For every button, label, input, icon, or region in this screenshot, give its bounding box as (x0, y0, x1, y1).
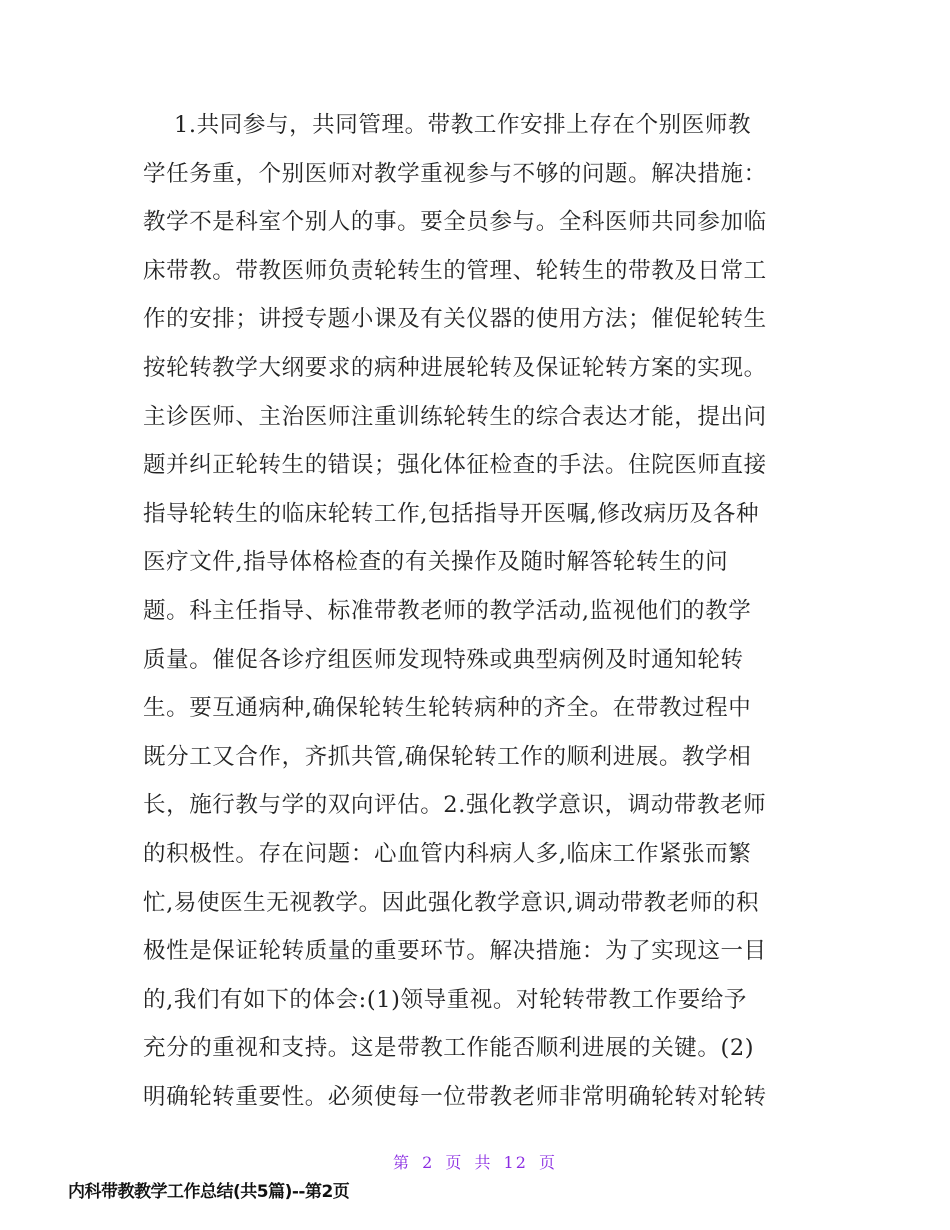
body-text (143, 101, 823, 1121)
text-line: 长，施行教与学的双向评估。2.强化教学意识，调动带教老师 (143, 792, 767, 819)
text-line: 学任务重，个别医师对教学重视参与不够的问题。解决措施： (143, 160, 767, 187)
text-line: 教学不是科室个别人的事。要全员参与。全科医师共同参加临 (143, 209, 767, 236)
text-line: 指导轮转生的临床轮转工作,包括指导开医嘱,修改病历及各种 (143, 500, 760, 527)
page-number: 第 2 页 共 12 页 (393, 1153, 557, 1172)
text-line: 1.共同参与，共同管理。带教工作安排上存在个别医师教 (143, 112, 752, 138)
text-line: 主诊医师、主治医师注重训练轮转生的综合表达才能，提出问 (143, 403, 767, 430)
text-line: 生。要互通病种,确保轮转生轮转病种的齐全。在带教过程中 (143, 695, 752, 722)
text-line: 作的安排；讲授专题小课及有关仪器的使用方法；催促轮转生 (143, 306, 767, 333)
text-line: 充分的重视和支持。这是带教工作能否顺利进展的关键。(2) (143, 1035, 755, 1062)
text-line: 的积极性。存在问题：心血管内科病人多,临床工作紧张而繁 (143, 840, 752, 867)
text-line: 质量。催促各诊疗组医师发现特殊或典型病例及时通知轮转 (143, 646, 744, 673)
text-line: 题并纠正轮转生的错误；强化体征检查的手法。住院医师直接 (143, 452, 767, 479)
text-line: 按轮转教学大纲要求的病种进展轮转及保证轮转方案的实现。 (143, 354, 767, 381)
document-footer-title: 内科带教教学工作总结(共5篇)--第2页 (68, 1182, 350, 1202)
text-line: 医疗文件,指导体格检查的有关操作及随时解答轮转生的问 (143, 549, 729, 576)
text-line: 极性是保证轮转质量的重要环节。解决措施：为了实现这一目 (143, 938, 767, 965)
text-line: 既分工又合作，齐抓共管,确保轮转工作的顺利进展。教学相 (143, 743, 752, 770)
text-line: 忙,易使医生无视教学。因此强化教学意识,调动带教老师的积 (143, 889, 760, 916)
text-line: 题。科主任指导、标准带教老师的教学活动,监视他们的教学 (143, 597, 752, 624)
text-line: 的,我们有如下的体会:(1)领导重视。对轮转带教工作要给予 (143, 986, 748, 1013)
text-line: 明确轮转重要性。必须使每一位带教老师非常明确轮转对轮转 (143, 1083, 767, 1110)
text-line: 床带教。带教医师负责轮转生的管理、轮转生的带教及日常工 (143, 257, 767, 284)
